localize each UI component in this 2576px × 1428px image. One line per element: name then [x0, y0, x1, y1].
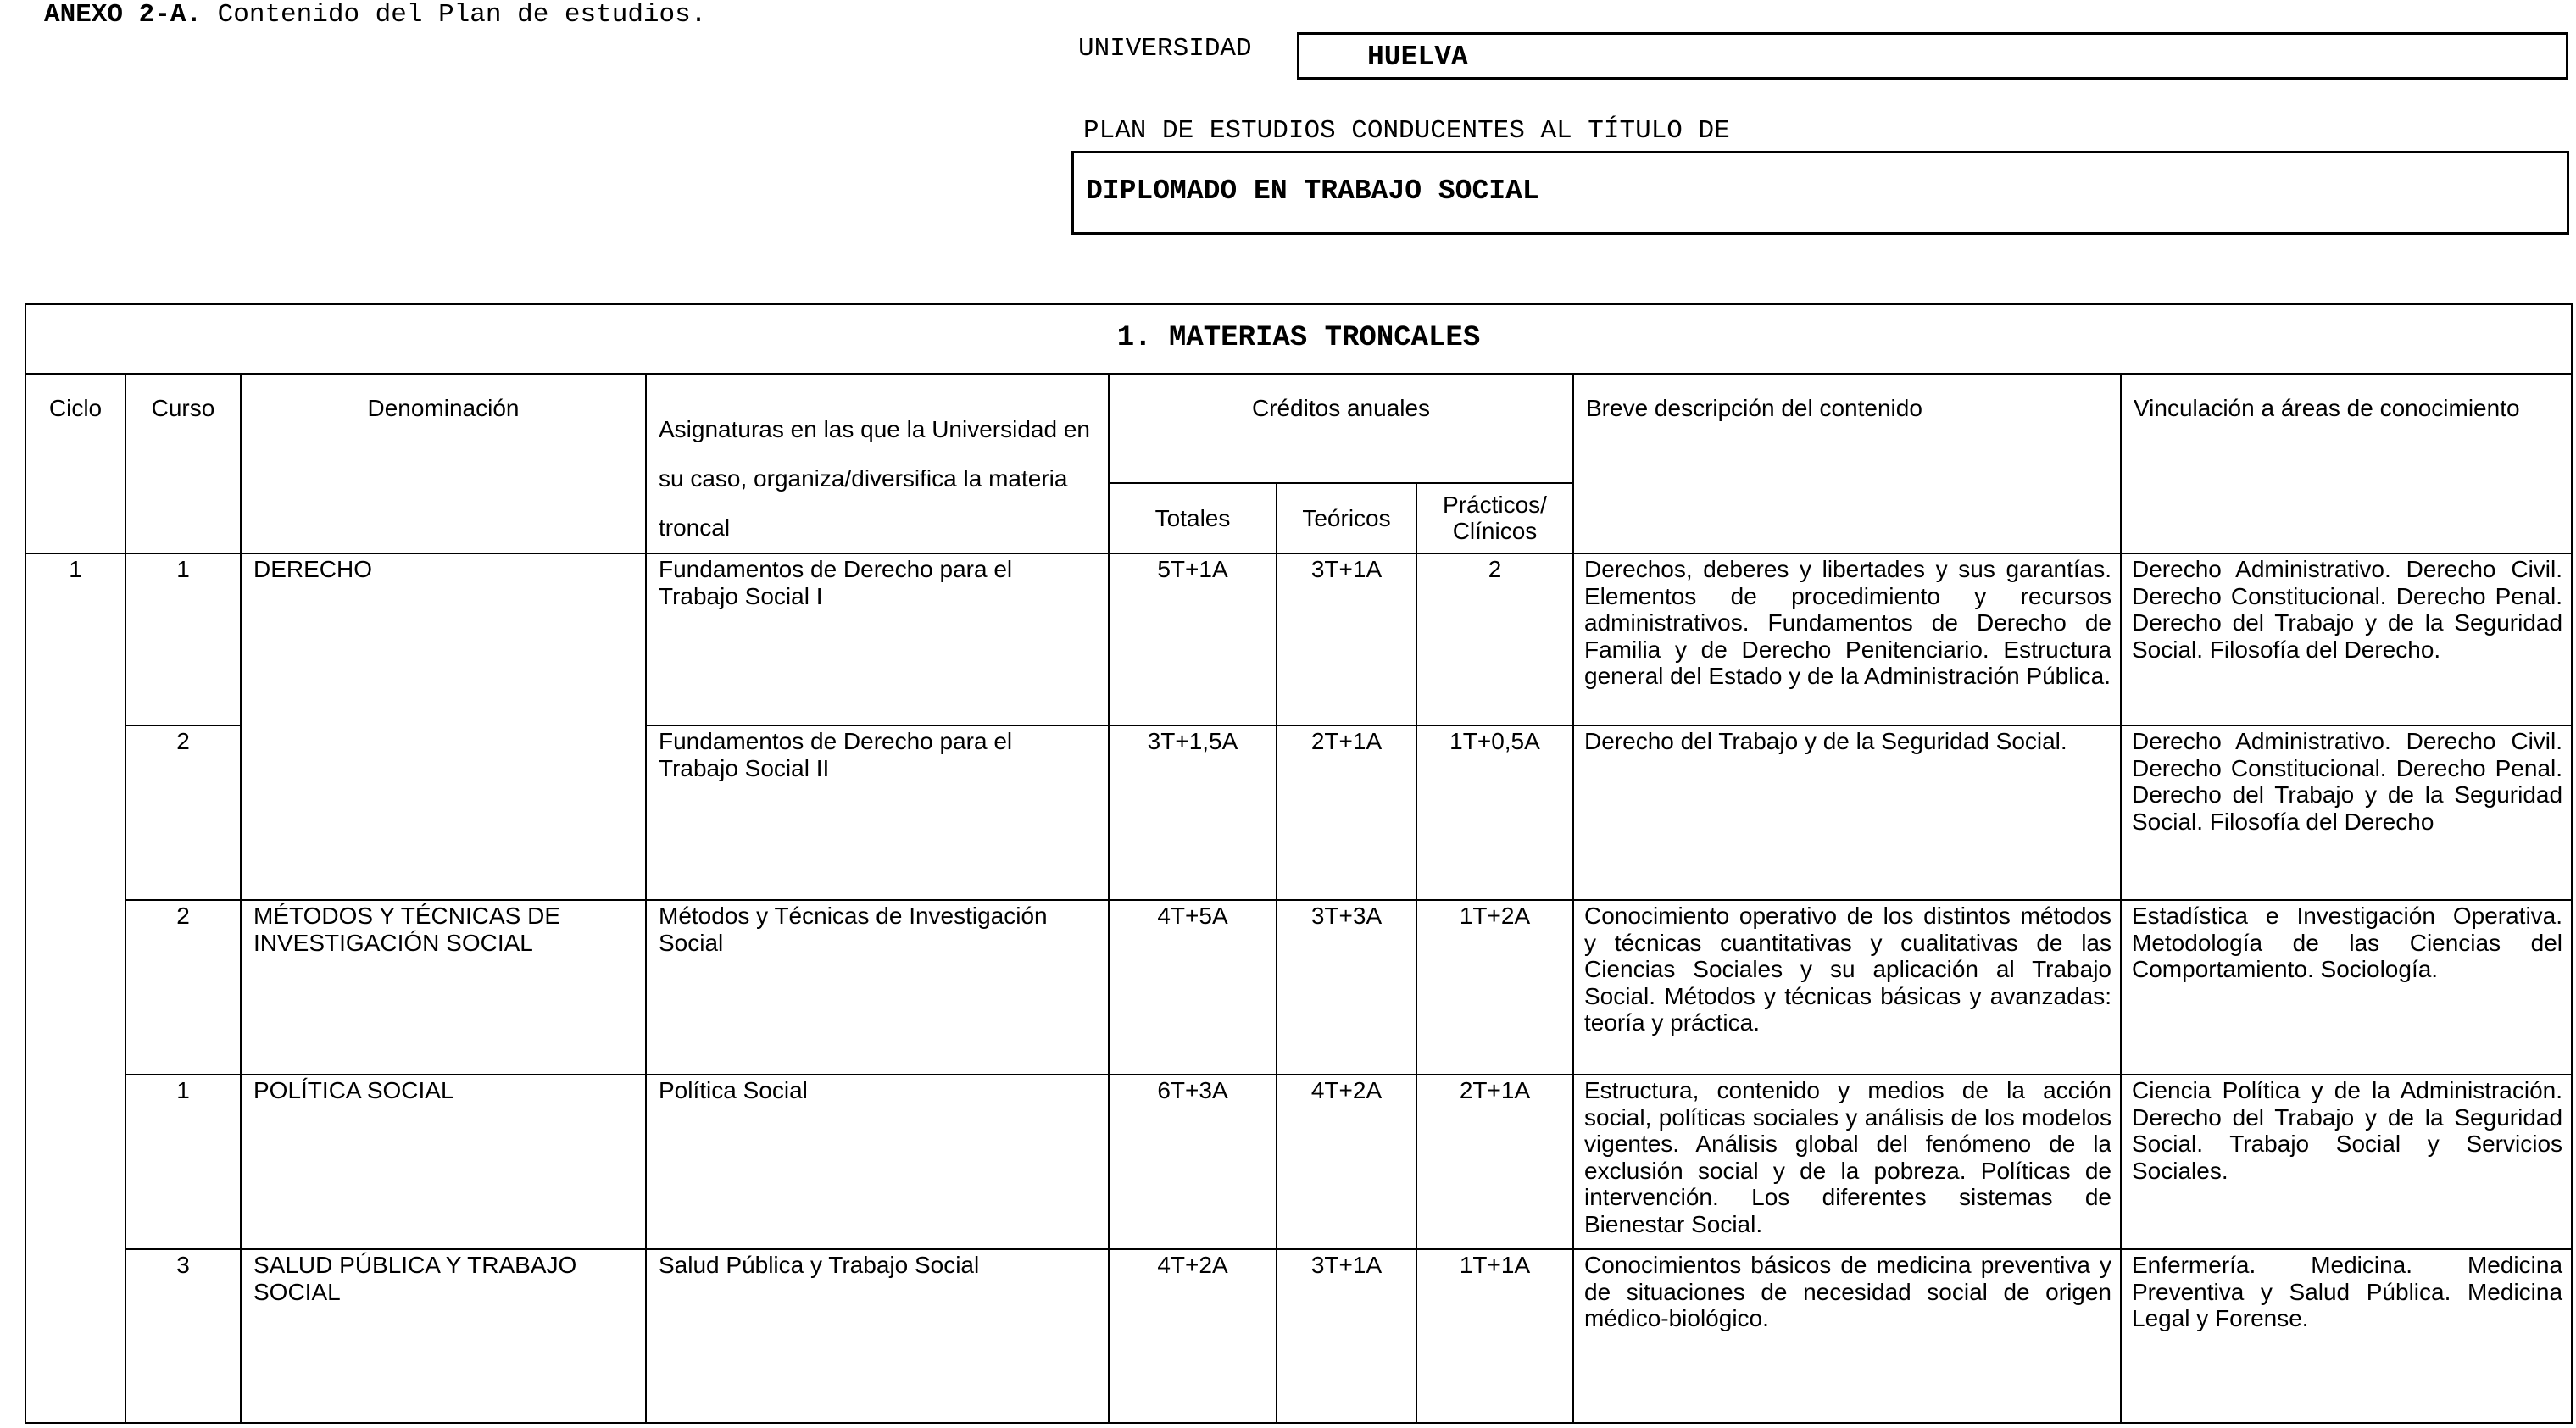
teoricos-cell: 3T+3A: [1277, 900, 1416, 1075]
curso-cell: 1: [125, 553, 241, 725]
header-descripcion: Breve descripción del contenido: [1573, 374, 2121, 553]
descripcion-cell: Conocimientos básicos de medicina preventiva y de situaciones de necesidad social de origen médico-biológico.: [1573, 1249, 2121, 1423]
university-box: [1297, 32, 2568, 80]
section-title: 1. MATERIAS TRONCALES: [25, 304, 2572, 374]
header-asignaturas: Asignaturas en las que la Universidad en su caso, organiza/diversifica la materia troncal: [646, 374, 1109, 553]
descripcion-cell: Conocimiento operativo de los distintos métodos y técnicas cuantitativas y cualitativas de las Ciencias Sociales y su aplicación al Trabajo Social. Métodos y técnicas básicas y avanzadas: teoría y práctica.: [1573, 900, 2121, 1075]
totales-cell: 4T+5A: [1109, 900, 1277, 1075]
curso-cell: 2: [125, 900, 241, 1075]
descripcion-cell: Derechos, deberes y libertades y sus garantías. Elementos de procedimiento y recursos administrativos. Fundamentos de Derecho de Familia y de Derecho Penitenciario. Estructura general del Estado y de la Administración Pública.: [1573, 553, 2121, 725]
header-vinculacion: Vinculación a áreas de conocimiento: [2121, 374, 2572, 553]
ciclo-cell: 1: [25, 553, 125, 1423]
totales-cell: 3T+1,5A: [1109, 725, 1277, 900]
vinculacion-cell: Derecho Administrativo. Derecho Civil. Derecho Constitucional. Derecho Penal. Derecho del Trabajo y de la Seguridad Social. Filosofía del Derecho: [2121, 725, 2572, 900]
teoricos-cell: 4T+2A: [1277, 1075, 1416, 1249]
denominacion-cell: SALUD PÚBLICA Y TRABAJO SOCIAL: [241, 1249, 646, 1423]
header-denominacion: Denominación: [241, 374, 646, 553]
descripcion-cell: Estructura, contenido y medios de la acción social, políticas sociales y análisis de los modelos vigentes. Análisis global del fenómeno de la exclusión social y de la pobreza. Políticas de intervención. Los diferentes sistemas de Bienestar Social.: [1573, 1075, 2121, 1249]
curso-cell: 3: [125, 1249, 241, 1423]
university-label: UNIVERSIDAD: [1078, 34, 1252, 64]
vinculacion-cell: Enfermería. Medicina. Medicina Preventiva y Salud Pública. Medicina Legal y Forense.: [2121, 1249, 2572, 1423]
header-teoricos: Teóricos: [1277, 483, 1416, 553]
degree-value: DIPLOMADO EN TRABAJO SOCIAL: [1086, 175, 1539, 207]
asignatura-cell: Política Social: [646, 1075, 1109, 1249]
teoricos-cell: 3T+1A: [1277, 1249, 1416, 1423]
teoricos-cell: 3T+1A: [1277, 553, 1416, 725]
annex-label: ANEXO 2-A.: [44, 0, 203, 30]
annex-title: [44, 0, 706, 31]
curso-cell: 1: [125, 1075, 241, 1249]
vinculacion-cell: Estadística e Investigación Operativa. Metodología de las Ciencias del Comportamiento. Sociología.: [2121, 900, 2572, 1075]
denominacion-cell: DERECHO: [241, 553, 646, 900]
table-row: [25, 1075, 2572, 1249]
vinculacion-cell: Ciencia Política y de la Administración. Derecho del Trabajo y de la Seguridad Social. Trabajo Social y Servicios Sociales.: [2121, 1075, 2572, 1249]
teoricos-cell: 2T+1A: [1277, 725, 1416, 900]
table-row: [25, 1249, 2572, 1423]
materias-troncales-table: [25, 303, 2573, 1424]
practicos-cell: 2: [1416, 553, 1573, 725]
university-value: HUELVA: [1367, 42, 1468, 73]
denominacion-cell: MÉTODOS Y TÉCNICAS DE INVESTIGACIÓN SOCIAL: [241, 900, 646, 1075]
curso-cell: 2: [125, 725, 241, 900]
asignatura-cell: Métodos y Técnicas de Investigación Social: [646, 900, 1109, 1075]
asignatura-cell: Salud Pública y Trabajo Social: [646, 1249, 1109, 1423]
vinculacion-cell: Derecho Administrativo. Derecho Civil. Derecho Constitucional. Derecho Penal. Derecho del Trabajo y de la Seguridad Social. Filosofía del Derecho.: [2121, 553, 2572, 725]
header-creditos: Créditos anuales: [1109, 374, 1573, 483]
practicos-cell: 1T+0,5A: [1416, 725, 1573, 900]
practicos-cell: 1T+1A: [1416, 1249, 1573, 1423]
table-row: [25, 553, 2572, 725]
header-ciclo: Ciclo: [25, 374, 125, 553]
table-row: [25, 900, 2572, 1075]
totales-cell: 5T+1A: [1109, 553, 1277, 725]
practicos-cell: 1T+2A: [1416, 900, 1573, 1075]
descripcion-cell: Derecho del Trabajo y de la Seguridad Social.: [1573, 725, 2121, 900]
header-totales: Totales: [1109, 483, 1277, 553]
header-curso: Curso: [125, 374, 241, 553]
totales-cell: 4T+2A: [1109, 1249, 1277, 1423]
denominacion-cell: POLÍTICA SOCIAL: [241, 1075, 646, 1249]
header-practicos: Prácticos/ Clínicos: [1416, 483, 1573, 553]
plan-label: PLAN DE ESTUDIOS CONDUCENTES AL TÍTULO DE: [1083, 116, 1730, 146]
degree-box: [1071, 151, 2569, 235]
practicos-cell: 2T+1A: [1416, 1075, 1573, 1249]
annex-description: Contenido del Plan de estudios.: [217, 0, 707, 30]
totales-cell: 6T+3A: [1109, 1075, 1277, 1249]
asignatura-cell: Fundamentos de Derecho para el Trabajo Social II: [646, 725, 1109, 900]
asignatura-cell: Fundamentos de Derecho para el Trabajo Social I: [646, 553, 1109, 725]
